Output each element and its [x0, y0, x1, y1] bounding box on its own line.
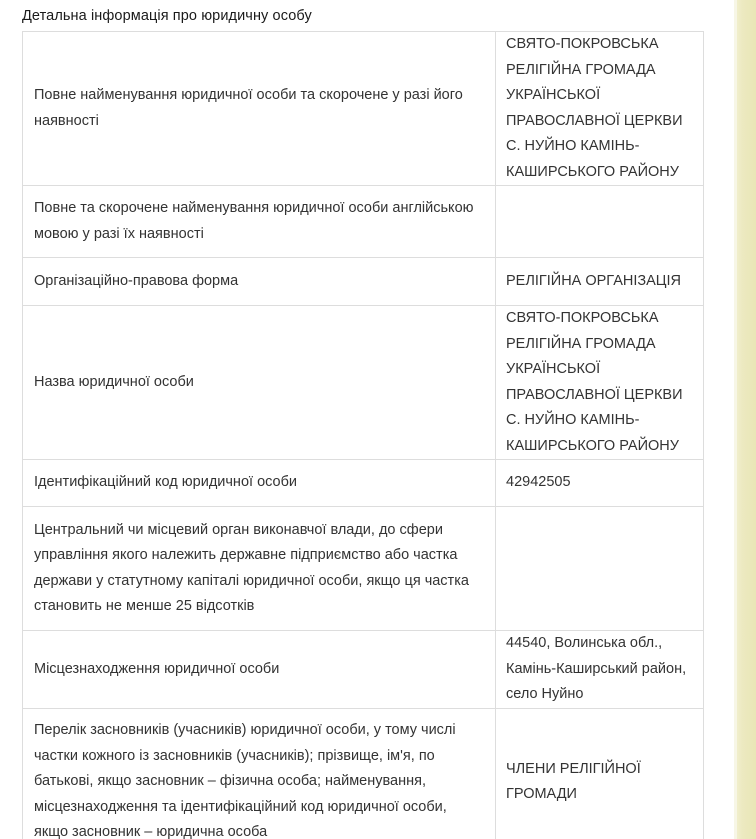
field-value: СВЯТО-ПОКРОВСЬКА РЕЛІГІЙНА ГРОМАДА УКРАЇНСЬКОЇ ПРАВОСЛАВНОЇ ЦЕРКВИ С. НУЙНО КАМІНЬ-КАШИРСЬКОГО РАЙОНУ [496, 32, 704, 186]
table-row [23, 186, 704, 258]
field-label: Центральний чи місцевий орган виконавчої влади, до сфери управління якого належить державне підприємство або частка держави у статутному капіталі юридичної особи, якщо ця частка становить не менше 25 відсотків [23, 507, 496, 631]
table-row [23, 306, 704, 460]
section-heading: Детальна інформація про юридичну особу [22, 8, 312, 24]
field-label: Місцезнаходження юридичної особи [23, 631, 496, 709]
field-value: СВЯТО-ПОКРОВСЬКА РЕЛІГІЙНА ГРОМАДА УКРАЇНСЬКОЇ ПРАВОСЛАВНОЇ ЦЕРКВИ С. НУЙНО КАМІНЬ-КАШИРСЬКОГО РАЙОНУ [496, 306, 704, 460]
page-side-background [734, 0, 756, 839]
table-row [23, 32, 704, 186]
field-label: Ідентифікаційний код юридичної особи [23, 460, 496, 507]
field-label: Перелік засновників (учасників) юридичної особи, у тому числі частки кожного із засновників (учасників); прізвище, ім'я, по батькові, якщо засновник – фізична особа; найменування, місцезнаходження та ідентифікаційний код юридичної особи, якщо засновник – юридична особа [23, 708, 496, 839]
field-label: Організаційно-правова форма [23, 258, 496, 306]
legal-entity-details-table [22, 31, 704, 839]
field-value: 44540, Волинська обл., Камінь-Каширський район, село Нуйно [496, 631, 704, 709]
table-row [23, 460, 704, 507]
field-label: Повне та скорочене найменування юридичної особи англійською мовою у разі їх наявності [23, 186, 496, 258]
field-label: Назва юридичної особи [23, 306, 496, 460]
field-value: РЕЛІГІЙНА ОРГАНІЗАЦІЯ [496, 258, 704, 306]
table-row [23, 631, 704, 709]
field-value [496, 186, 704, 258]
table-row [23, 507, 704, 631]
field-value [496, 507, 704, 631]
table-row [23, 258, 704, 306]
field-value: ЧЛЕНИ РЕЛІГІЙНОЇ ГРОМАДИ [496, 708, 704, 839]
field-label: Повне найменування юридичної особи та скорочене у разі його наявності [23, 32, 496, 186]
table-row [23, 708, 704, 839]
field-value: 42942505 [496, 460, 704, 507]
